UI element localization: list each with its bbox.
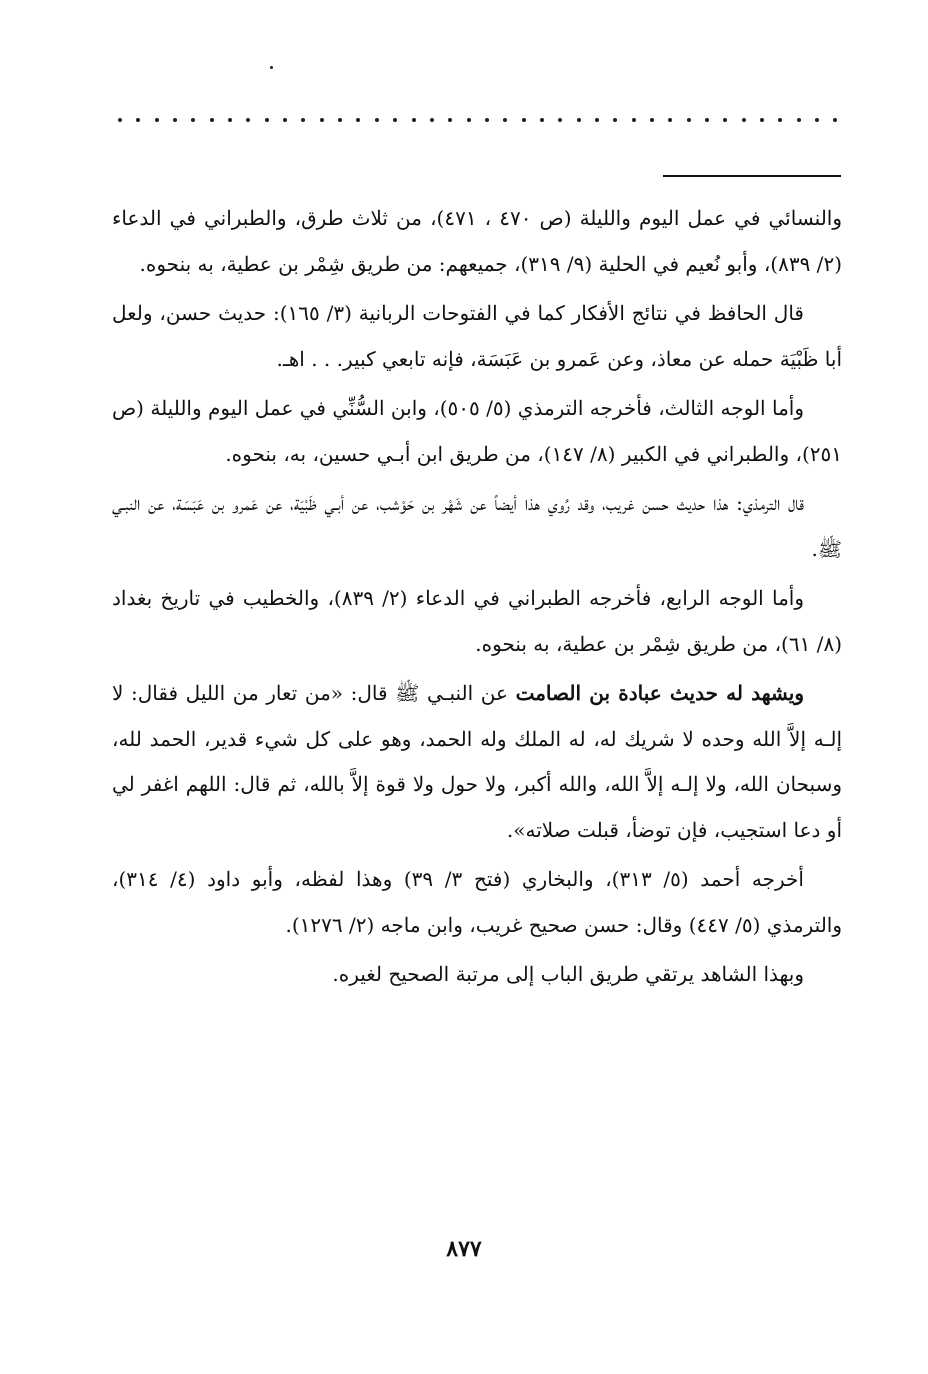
page-body <box>112 196 842 1002</box>
paragraph-5: وأما الوجه الرابع، فأخرجه الطبراني في الدعاء (٢/ ٨٣٩)، والخطيب في تاريخ بغداد (٨/ ٦١)، من طريق شِمْر بن عطية، به بنحوه. <box>112 586 842 656</box>
page-number: ٨٧٧ <box>446 1236 482 1262</box>
dotted-separator <box>118 108 838 132</box>
paragraph-7: أخرجه أحمد (٥/ ٣١٣)، والبخاري (فتح ٣/ ٣٩) وهذا لفظه، وأبو داود (٤/ ٣١٤)، والترمذي (٥/ ٤٤٧) وقال: حسن صحيح غريب، وابن ماجه (٢/ ١٢٧٦). <box>112 867 842 937</box>
paragraph-8: وبهذا الشاهد يرتقي طريق الباب إلى مرتبة الصحيح لغيره. <box>332 962 804 986</box>
paragraph-4: قال الترمذي: هذا حديث حسن غريب، وقد رُوي هذا أيضاً عن شَهْر بن حَوْشب، عن أبـي ظَبْيَة، عن عَمرو بن عَبَسَة، عن النبـي ﷺ. <box>112 491 842 561</box>
paragraph-2: قال الحافظ في نتائج الأفكار كما في الفتوحات الربانية (٣/ ١٦٥): حديث حسن، ولعل أبا ظَبْيَة حمله عن معاذ، وعن عَمرو بن عَبَسَة، فإنه تابعي كبير. . . اهـ. <box>112 301 842 371</box>
paragraph-6-rest: عن النبـي ﷺ قال: «من تعار من الليل فقال: لا إلـه إلاَّ الله وحده لا شريك له، له الملك وله الحمد، وهو على كل شيء قدير، الحمد لله، وسبحان الله، ولا إلـه إلاَّ الله، والله أكبر، ولا حول ولا قوة إلاَّ بالله، ثم قال: اللهم اغفر لي أو دعا استجيب، فإن توضأ، قبلت صلاته». <box>112 681 843 842</box>
footnote-rule <box>663 175 841 177</box>
paragraph-6-bold: ويشهد له حديث عبادة بن الصامت <box>515 681 804 705</box>
paragraph-3: وأما الوجه الثالث، فأخرجه الترمذي (٥/ ٥٠٥)، وابن السُّنِّي في عمل اليوم والليلة (ص ٢٥١)، والطبراني في الكبير (٨/ ١٤٧)، من طريق ابن أبـي حسين، به، بنحوه. <box>112 396 842 466</box>
paragraph-1: والنسائي في عمل اليوم والليلة (ص ٤٧٠ ، ٤٧١)، من ثلاث طرق، والطبراني في الدعاء (٢/ ٨٣٩)، وأبو نُعيم في الحلية (٩/ ٣١٩)، جميعهم: من طريق شِمْر بن عطية، به بنحوه. <box>112 206 843 276</box>
paragraph-6 <box>112 671 842 853</box>
stray-mark <box>270 66 273 69</box>
